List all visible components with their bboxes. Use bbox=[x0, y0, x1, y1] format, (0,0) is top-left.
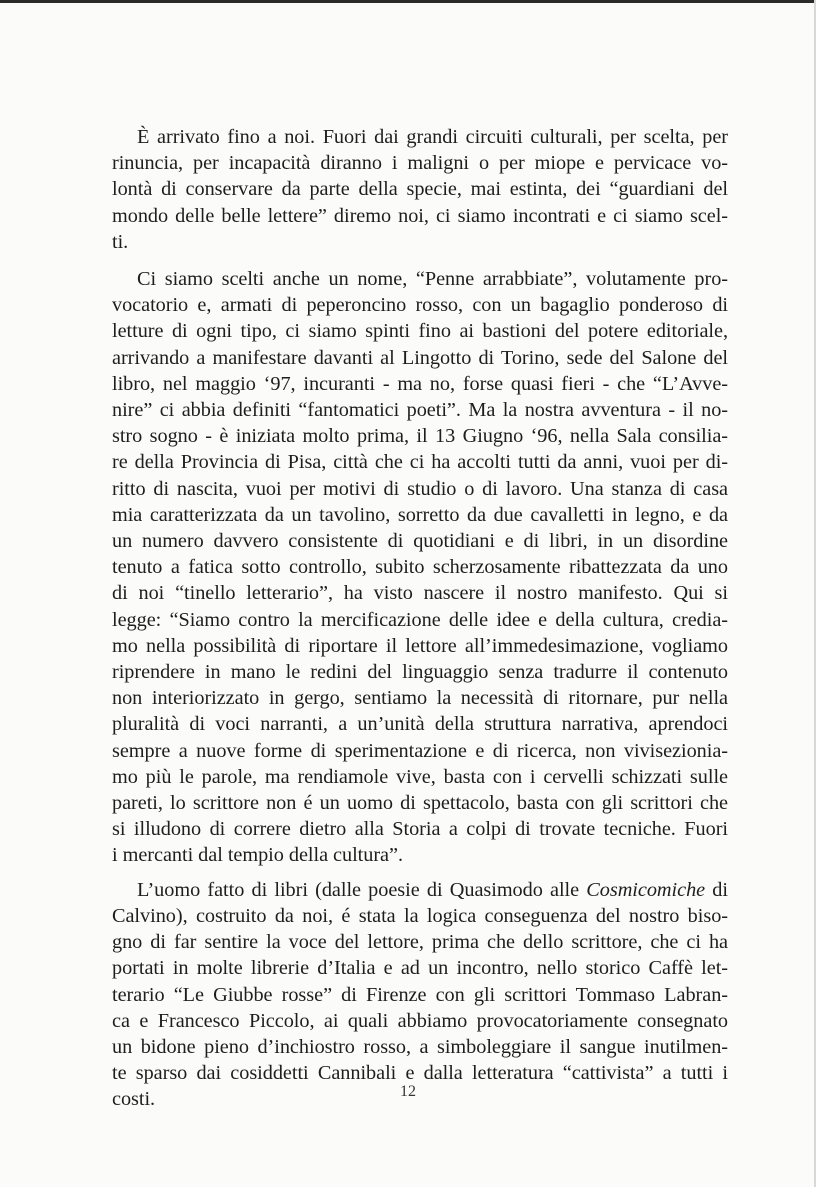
paragraph-3 bbox=[112, 877, 728, 1113]
text-line: pluralità di voci narranti, a un’unità della struttura narrativa, aprendoci bbox=[112, 713, 728, 736]
text-line: mia caratterizzata da un tavolino, sorretto da due cavalletti in legno, e da bbox=[112, 503, 728, 526]
text-line: libro, nel maggio ‘97, incuranti - ma no, forse quasi fieri - che “L’Avve- bbox=[112, 372, 728, 395]
paragraph-2 bbox=[112, 266, 728, 869]
paragraph-1 bbox=[112, 124, 728, 255]
text-line: vocatorio e, armati di peperoncino rosso, con un bagaglio ponderoso di bbox=[112, 294, 728, 317]
text-line: ritto di nascita, vuoi per motivi di studio o di lavoro. Una stanza di casa bbox=[112, 477, 728, 500]
text-line: stro sogno - è iniziata molto prima, il 13 Giugno ‘96, nella Sala consilia- bbox=[112, 425, 728, 448]
text-line: ca e Francesco Piccolo, ai quali abbiamo provocatoriamente consegnato bbox=[112, 1009, 728, 1032]
text-run: L’uomo fatto di libri (dalle poesie di Quasimodo alle bbox=[137, 878, 587, 901]
text-line: Calvino), costruito da noi, é stata la logica conseguenza del nostro biso- bbox=[112, 904, 728, 927]
text-line: sempre a nuove forme di sperimentazione e di ricerca, non vivisezionia- bbox=[112, 739, 728, 762]
text-line bbox=[112, 877, 728, 903]
text-line: terario “Le Giubbe rosse” di Firenze con gli scrittori Tommaso Labran- bbox=[112, 983, 728, 1006]
page-number: 12 bbox=[400, 1083, 416, 1100]
text-line: portati in molte librerie d’Italia e ad un incontro, nello storico Caffè let- bbox=[112, 957, 728, 980]
text-run: di bbox=[705, 878, 728, 901]
text-line: mondo delle belle lettere” diremo noi, ci siamo incontrati e ci siamo scel- bbox=[112, 204, 728, 227]
text-line: mo nella possibilità di riportare il lettore all’immedesimazione, vogliamo bbox=[112, 634, 728, 657]
text-line: un bidone pieno d’inchiostro rosso, a simboleggiare il sangue inutilmen- bbox=[112, 1035, 728, 1058]
text-line: rinuncia, per incapacità diranno i maligni o per miope e pervicace vo- bbox=[112, 152, 728, 175]
text-line: i mercanti dal tempio della cultura”. bbox=[112, 844, 403, 867]
book-title: Cosmicomiche bbox=[586, 878, 706, 901]
body-text bbox=[112, 124, 728, 1113]
text-line: arrivando a manifestare davanti al Lingotto di Torino, sede del Salone del bbox=[112, 346, 728, 369]
text-line: nire” ci abbia definiti “fantomatici poeti”. Ma la nostra avventura - il no- bbox=[112, 399, 728, 422]
page-top-edge bbox=[0, 0, 816, 3]
text-line: si illudono di correre dietro alla Storia a colpi di trovate tecniche. Fuori bbox=[112, 818, 728, 841]
text-line: letture di ogni tipo, ci siamo spinti fino ai bastioni del potere editoriale, bbox=[112, 320, 728, 343]
text-line: costi. bbox=[112, 1088, 156, 1111]
text-line: mo più le parole, ma rendiamole vive, basta con i cervelli schizzati sulle bbox=[112, 765, 728, 788]
text-line: di noi “tinello letterario”, ha visto nascere il nostro manifesto. Qui si bbox=[112, 582, 728, 605]
text-line: Ci siamo scelti anche un nome, “Penne arrabbiate”, volutamente pro- bbox=[137, 268, 728, 291]
text-line: riprendere in mano le redini del linguaggio senza tradurre il contenuto bbox=[112, 661, 728, 684]
text-line: pareti, lo scrittore non é un uomo di spettacolo, basta con gli scrittori che bbox=[112, 792, 728, 815]
text-line: gno di far sentire la voce del lettore, prima che dello scrittore, che ci ha bbox=[112, 931, 728, 954]
text-line: non interiorizzato in gergo, sentiamo la necessità di ritornare, pur nella bbox=[112, 687, 728, 710]
text-line: te sparso dai cosiddetti Cannibali e dalla letteratura “cattivista” a tutti i bbox=[112, 1062, 728, 1085]
text-line: legge: “Siamo contro la mercificazione delle idee e della cultura, credia- bbox=[112, 608, 728, 631]
text-line: ti. bbox=[112, 230, 129, 253]
text-line: re della Provincia di Pisa, città che ci ha accolti tutti da anni, vuoi per di- bbox=[112, 451, 728, 474]
text-line: tenuto a fatica sotto controllo, subito scherzosamente ribattezzata da uno bbox=[112, 556, 728, 579]
text-line: È arrivato fino a noi. Fuori dai grandi circuiti culturali, per scelta, per bbox=[137, 126, 728, 148]
text-line: un numero davvero consistente di quotidiani e di libri, in un disordine bbox=[112, 530, 728, 553]
text-line: lontà di conservare da parte della specie, mai estinta, dei “guardiani del bbox=[112, 178, 728, 201]
